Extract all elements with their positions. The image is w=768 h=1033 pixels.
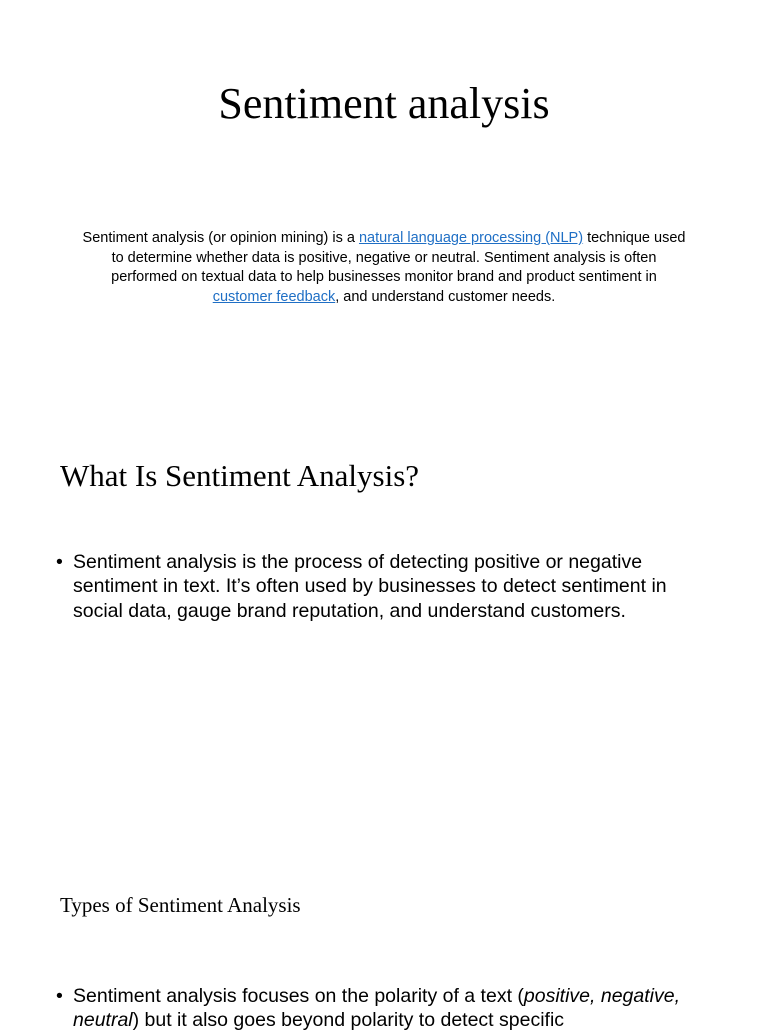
bullet-icon: • — [56, 551, 63, 573]
what-is-bullet-list — [56, 550, 716, 623]
bullet-icon: • — [56, 985, 63, 1007]
list-item — [56, 550, 716, 623]
intro-text-3: , and understand customer needs. — [335, 289, 556, 306]
bullet-text-2: ) but it also goes beyond polarity to detect specific — [132, 1009, 565, 1032]
nlp-link[interactable]: natural language processing (NLP) — [358, 230, 584, 246]
section-heading-types: Types of Sentiment Analysis — [60, 893, 301, 917]
page-title: Sentiment analysis — [218, 79, 550, 128]
intro-text-2: technique used to determine whether data is positive, negative or neutral. Sentiment analysis is often performed on textual data to help businesses monitor brand and product sentiment in — [111, 230, 686, 286]
intro-paragraph — [80, 229, 688, 308]
section-heading-what-is: What Is Sentiment Analysis? — [60, 458, 420, 493]
types-bullet-list — [56, 984, 716, 1033]
bullet-text-1: Sentiment analysis focuses on the polarity of a text ( — [73, 985, 524, 1007]
bullet-text-emphasis: positive, negative, neutral — [73, 985, 681, 1032]
list-item — [56, 984, 716, 1033]
intro-text-1: Sentiment analysis (or opinion mining) is a — [82, 230, 359, 246]
customer-feedback-link[interactable]: customer feedback — [212, 289, 336, 306]
bullet-text: Sentiment analysis is the process of detecting positive or negative sentiment in text. It’s often used by businesses to detect sentiment in social data, gauge brand reputation, and understand customers. — [73, 551, 667, 622]
